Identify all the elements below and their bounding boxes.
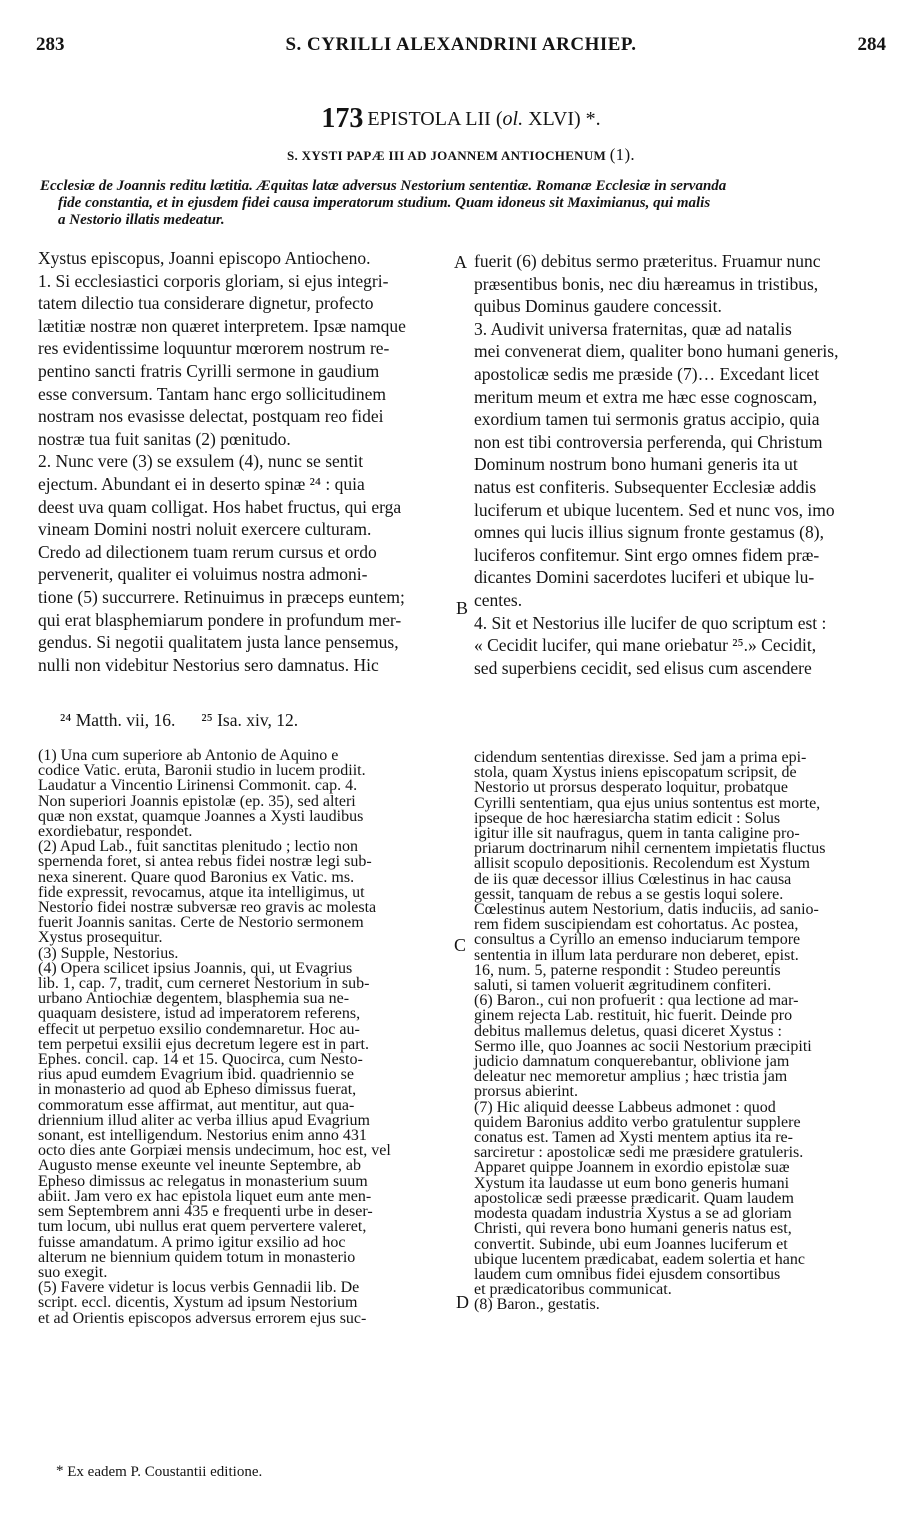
epistle-number: 173 — [321, 103, 364, 134]
footnote-line: sem Septembrem anni 435 e frequenti urbe in deser- — [38, 1203, 373, 1221]
footnote-line: priarum doctrinarum nihil cernentem impietatis fluctus — [474, 840, 826, 858]
text-line: natus est confiteris. Subsequenter Ecclesiæ addis — [474, 476, 817, 497]
left-page-number: 283 — [36, 34, 65, 55]
text-line: meritum meum et extra me hæc esse cognoscam, — [474, 386, 818, 407]
footnote-line: nexa sinerent. Quare quod Baronius ex Vatic. ms. — [38, 868, 355, 886]
footnote-line: stola, quam Xystus iniens episcopatum scripsit, de — [474, 764, 797, 782]
footnote-line: spernenda foret, si antea rebus fidei nostræ legi sub- — [38, 853, 372, 871]
footnote-line: fide expressit, revocamus, atque ita intelligimus, ut — [38, 883, 365, 901]
text-line: « Cecidit lucifer, qui mane oriebatur ²⁵.» Cecidit, — [474, 635, 817, 656]
left-footnotes — [38, 748, 456, 1326]
text-line: qui erat blasphemiarum pondere in profundum mer- — [38, 609, 402, 630]
text-line: quibus Dominus gaudere concessit. — [474, 296, 722, 317]
footnote-line: commoratum esse affirmat, aut mentitur, aut qua- — [38, 1096, 355, 1114]
text-line: 1. Si ecclesiastici corporis gloriam, si ejus integri- — [38, 270, 389, 291]
footnote-line: Apparet quippe Joannem in exordio epistolæ suæ — [474, 1159, 790, 1177]
summary-line: Ecclesiæ de Joannis reditu lætitia. Æquitas latæ adversus Nestorium sententiæ. Romanæ Ecclesiæ in servanda — [40, 178, 727, 194]
footnote-line: fuerit Joannis sanitas. Certe de Nestorio sermonem — [38, 914, 364, 932]
footnote-line: quidem Baronius addito verbo gratulentur supplere — [474, 1113, 801, 1131]
text-line: Dominum nostrum bono humani generis ita ut — [474, 454, 798, 475]
footnote-line: abiit. Jam vero ex hac epistola liquet eum ante men- — [38, 1187, 372, 1205]
text-line: sed superbiens cecidit, sed elisus cum ascendere — [474, 657, 812, 678]
footnote-line: exordiebatur, respondet. — [38, 823, 193, 841]
text-line: tione (5) succurrere. Retinuimus in præceps euntem; — [38, 586, 405, 607]
text-line: Credo ad dilectionem tuam rerum cursus et ordo — [38, 541, 377, 562]
footnote-line: ubique lucentem prædicabat, eadem solertia et hanc — [474, 1250, 805, 1268]
text-line: fuerit (6) debitus sermo præteritus. Fruamur nunc — [474, 251, 821, 271]
footnote-line: convertit. Subinde, ubi eum Joannes luciferum et — [474, 1235, 788, 1253]
footnote-line: gessit, tanquam de rebus a se gestis loqui solere. — [474, 885, 784, 903]
footnote-line: Xystus prosequitur. — [38, 929, 163, 947]
footnote-line: (6) Baron., cui non profuerit : qua lectione ad mar- — [474, 992, 799, 1010]
footnote-line: tum locum, ubi nullus erat quem pervertere valeret, — [38, 1218, 367, 1236]
scripture-note: ²⁵ Isa. xiv, 12. — [201, 710, 299, 730]
footnote-line: laudem cum omnibus fidei ejusdem consortibus — [474, 1265, 781, 1283]
summary-line: fide constantia, et in ejusdem fidei causa imperatorum studium. Quam idoneus sit Maximianus, qui malis — [58, 195, 711, 211]
text-line: 2. Nunc vere (3) se exsulem (4), nunc se sentit — [38, 451, 364, 472]
footnote-line: (1) Una cum superiore ab Antonio de Aquino e — [38, 747, 339, 764]
epistle-title-ol: ol. — [502, 108, 524, 130]
running-title: S. CYRILLI ALEXANDRINI ARCHIEP. — [285, 34, 637, 55]
right-text-column — [474, 250, 884, 679]
text-line: centes. — [474, 589, 523, 610]
epistle-subtitle — [0, 145, 922, 165]
footnote-line: (5) Favere videtur is locus verbis Gennadii lib. De — [38, 1279, 360, 1297]
epistle-title-end: XLVI) *. — [523, 108, 601, 130]
footnote-line: lib. 1, cap. 7, tradit, cum cerneret Nestorium in sub- — [38, 975, 370, 993]
text-line: ejectum. Abundant ei in deserto spinæ ²⁴ : quia — [38, 473, 365, 494]
footnote-line: rem fidem suscipiendam est cohortatus. Ac postea, — [474, 916, 799, 934]
footnote-line: suo exegit. — [38, 1263, 108, 1281]
footnote-line: cidendum sententias direxisse. Sed jam a prima epi- — [474, 749, 807, 766]
footnote-line: (7) Hic aliquid deesse Labbeus admonet : quod — [474, 1098, 776, 1116]
footnote-line: effecit ut perpetuo exsilio condemnaretur. Hoc au- — [38, 1020, 360, 1038]
text-line: luciferos confitemur. Sint ergo omnes fidem præ- — [474, 544, 820, 565]
footnote-line: Laudatur a Vincentio Lirinensi Commonit. cap. 4. — [38, 777, 358, 795]
footnote-line: Sermo ille, quo Joannes ac socii Nestorium præcipiti — [474, 1037, 812, 1055]
text-line: apostolicæ sedis me præside (7)… Excedant licet — [474, 363, 820, 384]
right-footnotes — [474, 750, 886, 1313]
footnote-line: Non superiori Joannis epistolæ (ep. 35), sed alteri — [38, 792, 356, 810]
text-line: pentino sancti fratris Cyrilli sermone in gaudium — [38, 360, 380, 381]
footnote-line: sarciretur : apostolicæ sedi me præsidere gratuleris. — [474, 1144, 804, 1162]
subtitle-text: S. XYSTI PAPÆ III AD JOANNEM ANTIOCHENUM — [287, 148, 607, 163]
footnote-line: sententia in illum lata perdurare non deberet, epist. — [474, 946, 799, 964]
text-line: nostræ tua fuit sanitas (2) pœnitudo. — [38, 428, 291, 449]
text-line: non est tibi controversia perferenda, qui Christum — [474, 431, 823, 452]
footnote-line: Ephes. concil. cap. 14 et 15. Quocirca, cum Nesto- — [38, 1051, 363, 1069]
footnote-line: conatus est. Tamen ad Xysti mentem aptius ita re- — [474, 1129, 793, 1147]
footnote-line: urbano Antiochiæ degentem, blasphemia sua ne- — [38, 990, 350, 1008]
summary-line: a Nestorio illatis medeatur. — [58, 212, 225, 228]
footnote-line: judicio damnatum conquerebantur, oblivione jam — [474, 1053, 790, 1071]
text-line: tatem dilectio tua considerare dignetur, profecto — [38, 293, 374, 314]
footnote-line: 16, num. 5, paterne respondit : Studeo pereuntis — [474, 961, 781, 979]
text-line: 3. Audivit universa fraternitas, quæ ad natalis — [474, 318, 792, 339]
footnote-line: codice Vatic. eruta, Baronii studio in lucem prodiit. — [38, 762, 366, 780]
footnote-line: consultus a Cyrillo an emenso induciarum tempore — [474, 931, 801, 949]
footnote-line: igitur ille sit naufragus, quem in tanta caligine pro- — [474, 825, 800, 843]
summary-block — [40, 178, 882, 229]
footnote-line: (4) Opera scilicet ipsius Joannis, qui, ut Evagrius — [38, 959, 353, 977]
text-line: pervenerit, qualiter ei voluimus nostra admoni- — [38, 564, 368, 585]
footnote-line: alterum ne biennium quidem totum in monasterio — [38, 1248, 356, 1266]
footnote-line: fuisse amandatum. A primo igitur exsilio ad hoc — [38, 1233, 346, 1251]
text-line: gendus. Si negotii qualitatem justa lance pensemus, — [38, 632, 399, 653]
footnote-line: (2) Apud Lab., fuit sanctitas plenitudo ; lectio non — [38, 838, 358, 856]
footnote-line: rius apud eumdem Evagrium ibid. quadriennio se — [38, 1066, 354, 1084]
epistle-title — [0, 103, 922, 135]
text-line: præsentibus bonis, nec diu hæreamus in tristibus, — [474, 273, 819, 294]
left-text-column — [38, 247, 456, 676]
footnote-line: allisit scopulo depositionis. Recolendum est Xystum — [474, 855, 810, 873]
text-line: 4. Sit et Nestorius ille lucifer de quo scriptum est : — [474, 612, 827, 633]
footnote-line: apostolicæ sedi præesse prædicarit. Quam laudem — [474, 1189, 794, 1207]
footnote-line: Nestorio fidei nostræ subversæ reo gravis ac molesta — [38, 899, 377, 917]
footnote-line: Epheso dimissus ac relegatus in monasterium suum — [38, 1172, 368, 1190]
epistle-title-text: EPISTOLA LII ( — [367, 108, 503, 130]
margin-mark-a: A — [454, 252, 467, 272]
text-line: lætitiæ nostræ non quæret interpretem. Ipsæ namque — [38, 315, 406, 336]
footnote-line: et prædicatoribus communicat. — [474, 1281, 672, 1299]
footnote-line: sonant, est intelligendum. Nestorius enim anno 431 — [38, 1127, 367, 1145]
margin-mark-c: C — [454, 935, 467, 955]
text-line: nulli non videbitur Nestorius sero damnatus. Hic — [38, 654, 379, 675]
footnote-line: ipseque de hoc hæresiarcha statim edicit : Solus — [474, 809, 781, 827]
text-line: vineam Domini nostri noluit exercere culturam. — [38, 519, 372, 540]
right-page-number: 284 — [857, 34, 886, 55]
footnote-line: tem perpetui exsilii ejus decretum legere est in part. — [38, 1035, 369, 1053]
margin-mark-b: B — [456, 598, 469, 618]
footnote-line: deleatur nec memoretur amplius ; hæc tristia jam — [474, 1068, 788, 1086]
footnote-line: modesta quadam industria Xystus a se ad gloriam — [474, 1205, 792, 1223]
margin-mark-d: D — [456, 1292, 469, 1312]
footnote-line: (8) Baron., gestatis. — [474, 1296, 600, 1314]
edition-note-star: * — [56, 1463, 64, 1479]
footnote-line: quaquam desistere, istud ad imperatorem referens, — [38, 1005, 361, 1023]
text-line: esse conversum. Tantam hanc ergo sollicitudinem — [38, 383, 387, 404]
edition-note-text: Ex eadem P. Coustantii editione. — [67, 1464, 263, 1480]
text-line: omnes qui lucis illius signum fronte gestamus (8), — [474, 522, 824, 543]
subtitle-note-ref: (1). — [609, 145, 635, 164]
text-line: mei convenerat diem, qualiter bono humani generis, — [474, 341, 839, 362]
scripture-notes — [60, 710, 324, 731]
footnote-line: prorsus abierint. — [474, 1083, 578, 1101]
footnote-line: Augusto mense exeunte vel ineunte Septembre, ab — [38, 1157, 362, 1175]
footnote-line: de iis quæ decessor illius Cœlestinus in hac causa — [474, 870, 792, 888]
footnote-line: Nestorio ut prorsus desperato loquitur, probatque — [474, 779, 788, 797]
footnote-line: driennium illud aliter ac verba illius apud Evagrium — [38, 1111, 370, 1129]
footnote-line: debitus mallemus deletus, quasi diceret Xystus : — [474, 1022, 782, 1040]
text-line: exordium tamen tui sermonis gratus accipio, quia — [474, 409, 820, 430]
text-line: deest uva quam colligat. Hos habet fructus, qui erga — [38, 496, 402, 517]
footnote-line: Cyrilli sententiam, qua ejus unius sontentus est morte, — [474, 794, 821, 812]
footnote-line: Christi, qui revera bono humani generis natus est, — [474, 1220, 792, 1238]
text-line: dicantes Domini sacerdotes luciferi et ubique lu- — [474, 567, 815, 588]
footnote-line: octo dies ante Gorpiæi mensis undecimum, hoc est, vel — [38, 1142, 391, 1160]
edition-note — [56, 1463, 262, 1481]
footnote-line: in monasterio ad quod ab Epheso dimissus fuerat, — [38, 1081, 357, 1099]
footnote-line: quæ non exstat, quamque Joannes a Xysti laudibus — [38, 807, 364, 825]
footnote-line: et ad Orientis episcopos adversus errorem ejus suc- — [38, 1309, 367, 1327]
footnote-line: ginem rejecta Lab. restituit, hic fuerit. Deinde pro — [474, 1007, 793, 1025]
footnote-line: Cœlestinus autem Nestorium, datis induciis, ad sanio- — [474, 901, 819, 919]
running-header — [36, 34, 886, 64]
footnote-line: script. eccl. dicentis, Xystum ad ipsum Nestorium — [38, 1294, 358, 1312]
footnote-line: Xystum ita laudasse ut eum bono generis humani — [474, 1174, 790, 1192]
text-line: res evidentissime loquuntur mœrorem nostrum re- — [38, 338, 390, 359]
text-line: luciferum et ubique lucentem. Sed et nunc vos, imo — [474, 499, 835, 520]
footnote-line: (3) Supple, Nestorius. — [38, 944, 179, 962]
footnote-line: saluti, si tamen voluerit ægritudinem confiteri. — [474, 977, 772, 995]
scripture-note: ²⁴ Matth. vii, 16. — [60, 710, 176, 730]
text-line: Xystus episcopus, Joanni episcopo Antiocheno. — [38, 248, 371, 268]
text-line: nostram nos evasisse delectat, postquam reo fidei — [38, 406, 384, 427]
